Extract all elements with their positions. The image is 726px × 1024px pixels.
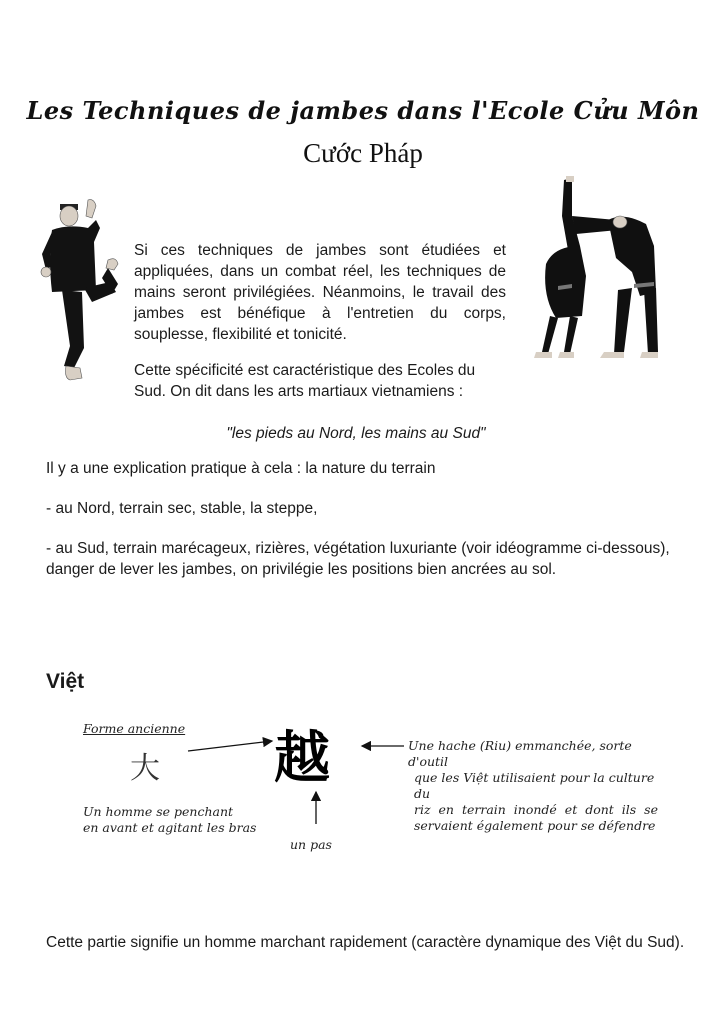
viet-character: 越	[274, 725, 330, 791]
old-form-character: 大	[130, 751, 160, 786]
footer-text: Cette partie signifie un homme marchant rapidement (caractère dynamique des Việt du Sud).	[46, 934, 685, 951]
quote: "les pieds au Nord, les mains au Sud"	[226, 425, 486, 442]
axe-description	[408, 738, 668, 834]
axe-line-2: que les Việt utilisaient pour la culture du	[414, 770, 655, 801]
explanation-text: Il y a une explication pratique à cela : la nature du terrain	[46, 460, 436, 477]
south-text: - au Sud, terrain marécageux, rizières, végétation luxuriante (voir idéogramme ci-dessous), danger de lever les jambes, on privilégie les positions bien ancrées au sol.	[46, 540, 670, 578]
intro-paragraph-1: Si ces techniques de jambes sont étudiées et appliquées, dans un combat réel, les techniques de mains seront privilégiées. Néanmoins, le travail des jambes est bénéfique à l'entretien du corps, souplesse, flexibilité et tonicité.	[134, 242, 506, 343]
man-line-2: en avant et agitant les bras	[83, 820, 257, 835]
axe-line-4: servaient également pour se défendre	[414, 818, 656, 833]
intro-paragraph-2: Cette spécificité est caractéristique des Ecoles du Sud. On dit dans les arts martiaux vietnamiens :	[134, 362, 476, 400]
section-heading: Việt	[46, 670, 85, 693]
man-description	[83, 804, 256, 836]
arrow-old-form	[188, 741, 272, 751]
page-subtitle: Cước Pháp	[303, 138, 423, 168]
north-text: - au Nord, terrain sec, stable, la steppe,	[46, 500, 318, 517]
axe-line-3: riz en terrain inondé et dont ils se	[414, 802, 658, 817]
step-label: un pas	[290, 837, 332, 852]
old-form-label: Forme ancienne	[83, 721, 186, 736]
axe-line-1: Une hache (Riu) emmanchée, sorte d'outil	[408, 738, 632, 769]
man-line-1: Un homme se penchant	[83, 804, 234, 819]
page-title: Les Techniques de jambes dans l'Ecole Cửu Môn	[26, 96, 700, 125]
